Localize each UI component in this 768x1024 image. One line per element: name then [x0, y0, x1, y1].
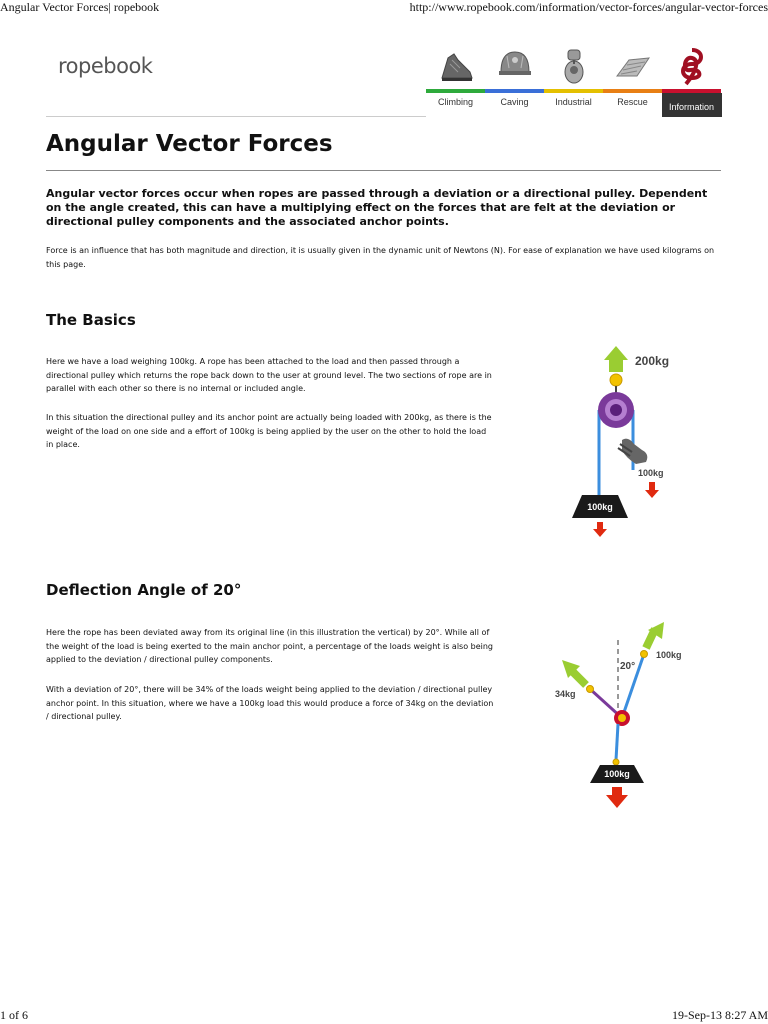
nav-label: Industrial [555, 97, 592, 107]
print-header [0, 0, 768, 16]
page-title: Angular Vector Forces [46, 131, 333, 157]
nav-item-caving[interactable] [485, 40, 544, 117]
hand-force-label: 100kg [638, 468, 664, 478]
section-heading-basics: The Basics [46, 311, 136, 329]
deflection-angle-diagram [540, 612, 720, 812]
basics-paragraph-2: In this situation the directional pulley and its anchor point are actually being loaded with 200kg, as there is the weight of the load on one side and a effort of 100kg is being applied by the user on the other to hold the load in place. [46, 413, 492, 449]
angle-label: 20° [620, 661, 636, 672]
nav-label: Rescue [617, 97, 648, 107]
directional-pulley [598, 392, 634, 428]
site-logo[interactable]: ropebook [58, 54, 153, 78]
basics-pulley-diagram [510, 340, 720, 540]
main-force-arrow [646, 622, 664, 648]
basics-paragraph-1: Here we have a load weighing 100kg. A rope has been attached to the load and then passed through a directional pulley which returns the rope back down to the user at ground level. The two sections of rope are in parallel with each other so there is no internal or included angle. [46, 357, 492, 393]
hand-force-arrow [645, 482, 659, 498]
nav-item-climbing[interactable] [426, 40, 485, 117]
print-page-title: Angular Vector Forces| ropebook [0, 0, 160, 14]
knot-icon [674, 46, 710, 86]
rope-load-side [616, 724, 618, 760]
nav-label: Climbing [437, 97, 473, 107]
nav-color-bar [544, 89, 603, 93]
stretcher-icon [615, 46, 651, 86]
page-counter: 1 of 6 [0, 1008, 28, 1022]
nav-item-rescue[interactable] [603, 40, 662, 117]
print-url: http://www.ropebook.com/information/vector-forces/angular-vector-forces [409, 0, 768, 14]
hand-icon [618, 439, 647, 464]
helmet-icon [497, 46, 533, 86]
anchor-joint [610, 374, 622, 386]
section-heading-deflection: Deflection Angle of 20° [46, 581, 242, 599]
descender-icon [556, 46, 592, 86]
nav-item-industrial[interactable] [544, 40, 603, 117]
nav-color-bar [426, 89, 485, 93]
anchor-force-arrow [604, 346, 628, 372]
main-force-label: 100kg [656, 650, 682, 660]
nav-label: Caving [500, 97, 529, 107]
deflection-paragraph-2: With a deviation of 20°, there will be 34% of the loads weight being applied to the deviation / directional pulley anchor point. In this situation, where we have a 100kg load this would produce a force of 34kg on the deviation / directional pulley. [46, 685, 494, 721]
deviation-force-arrow [562, 660, 586, 685]
nav-item-information[interactable] [662, 40, 721, 117]
header-divider [46, 116, 426, 117]
intro-paragraph: Angular vector forces occur when ropes are passed through a deviation or a directional pulley. Dependent on the angle created, this can have a multiplying effect on the forces that are felt at the deviation or directional pulley components and the associated anchor points. [46, 187, 708, 228]
force-note: Force is an influence that has both magnitude and direction, it is usually given in the dynamic unit of Newtons (N). For ease of explanation we have used kilograms on this page. [46, 246, 715, 269]
print-timestamp: 19-Sep-13 8:27 AM [672, 1008, 768, 1022]
deviation-pulley [614, 710, 630, 726]
climbing-shoe-icon [438, 46, 474, 86]
load-label: 100kg [604, 769, 630, 779]
category-nav [426, 40, 722, 117]
load-force-arrow [593, 522, 607, 537]
anchor-force-label: 200kg [635, 354, 670, 368]
print-footer [0, 1008, 768, 1024]
load-label: 100kg [587, 502, 613, 512]
deviation-force-label: 34kg [555, 689, 576, 699]
nav-label: Information [668, 102, 715, 112]
deflection-paragraph-1: Here the rope has been deviated away from its original line (in this illustration the vertical) by 20°. While all of the weight of the load is being exerted to the main anchor point, a percentage of the loads weight is also being applied to the deviation / directional pulley components. [46, 628, 494, 664]
load-force-arrow [606, 787, 628, 808]
nav-color-bar [485, 89, 544, 93]
nav-color-bar [603, 89, 662, 93]
title-divider [46, 170, 721, 171]
